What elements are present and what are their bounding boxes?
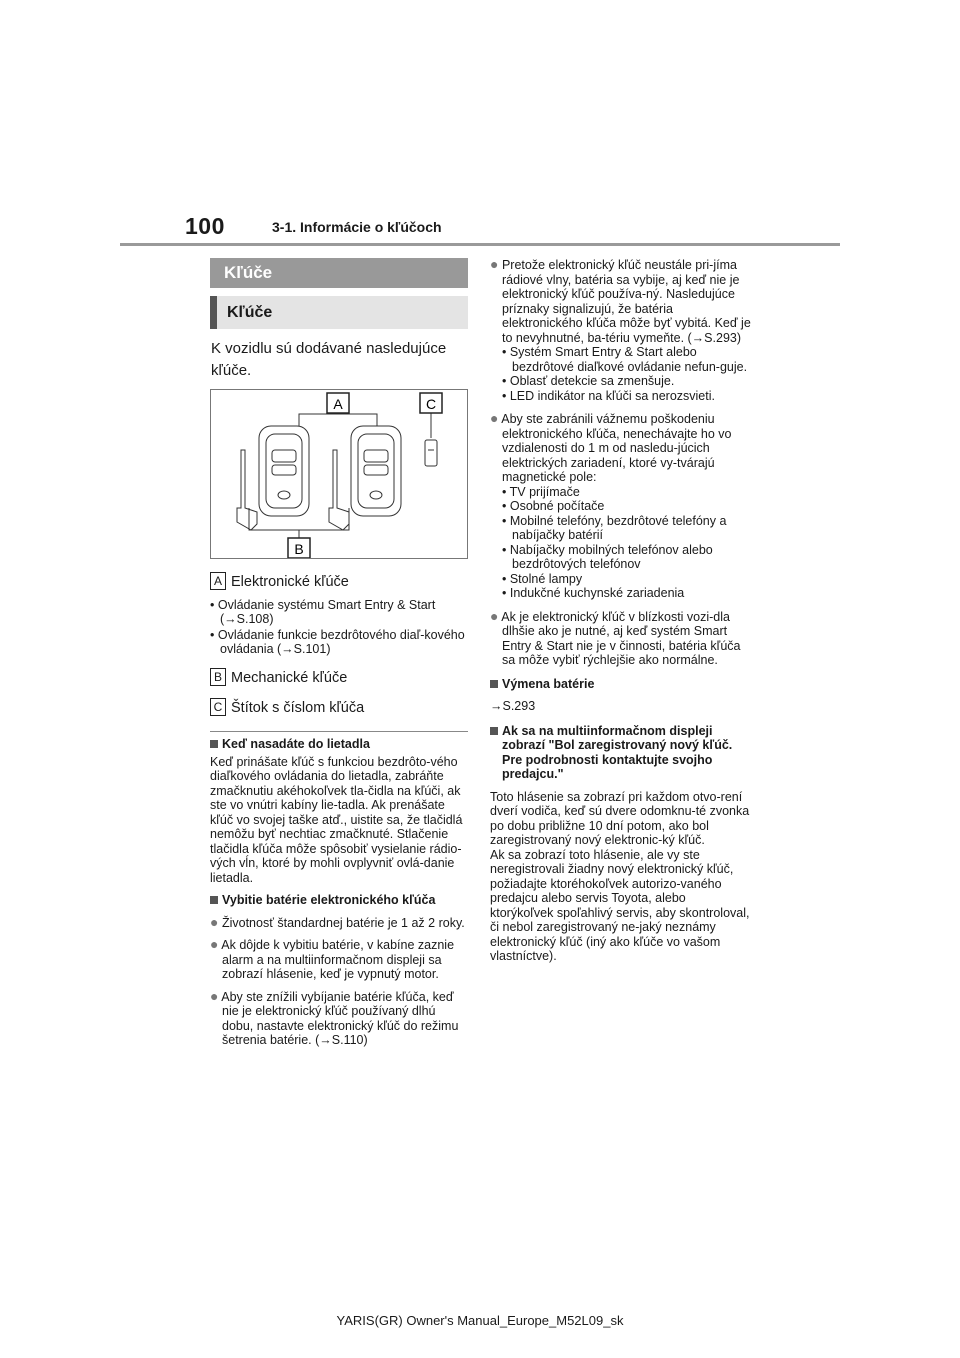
item-b-text: Mechanické kľúče	[231, 670, 348, 686]
label-b: B	[210, 668, 226, 686]
msg-text-1: Toto hlásenie sa zobrazí pri každom otvo-rení dverí vodiča, keď sú dvere odomknu-té zvonka po dobu približne 10 dní potom, ako bol zaregistrovaný nový elektronic-ký kľúč.	[490, 789, 750, 847]
note-smart-entry: • Ovládanie systému Smart Entry & Start (→S.108)	[210, 598, 436, 626]
device-1: • TV prijímače	[502, 484, 580, 499]
device-4: • Nabíjačky mobilných telefónov alebo bezdrôtových telefónov	[502, 542, 713, 571]
mechanical-key-left	[237, 450, 257, 530]
symptom-2: • Oblasť detekcie sa zmenšuje.	[502, 374, 675, 388]
right-bullet-2-sub	[490, 485, 752, 601]
label-a: A	[210, 572, 226, 590]
right-bullet-3: ● Ak je elektronický kľúč v blízkosti vozi-dla dlhšie ako je nutné, aj keď systém Smart Entry & Start nie je v činnosti, batéria kľúča sa môže vybiť rýchlejšie ako normálne.	[490, 607, 741, 667]
symptom-1: • Systém Smart Entry & Start alebo bezdrôtové diaľkové ovládanie nefun-guje.	[502, 345, 748, 374]
section-divider	[210, 731, 468, 732]
right-bullet-1: ● Pretože elektronický kľúč neustále pri-jíma rádiové vlny, batéria sa vybije, aj keď nie je elektronický kľúč používa-ný. Nasledujúce príznaky signalizujú, že batéria elektronického kľúča môže byť vybitá. Keď je to nevyhnutné, ba-tériu vymeňte. (→S.293)	[490, 256, 751, 345]
section-title: Kľúče	[210, 258, 468, 288]
symptom-3: • LED indikátor na kľúči sa nerozsvieti.	[502, 388, 715, 403]
item-electronic-keys	[210, 572, 349, 590]
battery-bullet-2: ● Ak dôjde k vybitiu batérie, v kabíne zaznie alarm a na multiinformačnom displeji sa zobrazí hlásenie, keď je vypnutý motor.	[210, 936, 455, 981]
msg-text-2: Ak sa zobrazí toto hlásenie, ale vy ste neregistrovali žiadny nový elektronický kľúč, požiadajte ktoréhokoľvek autorizo-vaného predajcu alebo servis Toyota, alebo ktorýkoľvek spoľahlivý servis, aby skontroloval, či nebol zaregistrovaný ne-jaký neznámy elektronický kľúč (iný ako kľúče vo vašom vlastníctve).	[490, 847, 750, 963]
flight-heading: Keď nasadáte do lietadla	[210, 737, 470, 752]
item-a-text: Elektronické kľúče	[231, 574, 349, 590]
keys-illustration	[211, 390, 467, 558]
header-rule	[120, 243, 840, 246]
figure-label-a: A	[333, 396, 343, 412]
item-mechanical-keys	[210, 668, 347, 686]
item-a-notes	[210, 598, 472, 656]
figure-label-c: C	[425, 396, 437, 412]
device-6: • Indukčné kuchynské zariadenia	[502, 586, 685, 600]
note-wireless-remote: • Ovládanie funkcie bezdrôtového diaľ-kového ovládania (→S.101)	[210, 628, 465, 656]
leader-a	[299, 414, 377, 426]
page-number: 100	[185, 213, 225, 239]
device-2: • Osobné počítače	[502, 499, 605, 513]
right-bullet-1-sub	[490, 345, 752, 403]
label-c: C	[210, 698, 226, 716]
battery-bullet-3: ● Aby ste znížili vybíjanie batérie kľúča, keď nie je elektronický kľúč používaný dlhú dobu, nastavte elektronický kľúč do režimu šetrenia batérie. (→S.110)	[210, 987, 459, 1047]
section-subtitle: Kľúče	[210, 296, 468, 329]
running-title: 3-1. Informácie o kľúčoch	[272, 219, 442, 235]
battery-heading: Vybitie batérie elektronického kľúča	[210, 893, 470, 908]
msg-heading: Ak sa na multiinformačnom displeji zobrazí "Bol zaregistrovaný nový kľúč. Pre podrobnosti kontaktujte svojho predajcu."	[490, 724, 752, 782]
keys-figure	[210, 389, 468, 559]
figure-label-b: B	[294, 541, 304, 557]
mechanical-key-right	[329, 450, 349, 530]
device-5: • Stolné lampy	[502, 571, 583, 586]
right-bullet-2: ● Aby ste zabránili vážnemu poškodeniu elektronického kľúča, nenechávajte ho vo vzdialenosti do 1 m od nasledu-júcich elektrických zariadení, ktoré vy-tvárajú magnetické pole:	[490, 410, 732, 484]
intro-text: K vozidlu sú dodávané nasledujúce kľúče.	[211, 340, 447, 379]
footer: YARIS(GR) Owner's Manual_Europe_M52L09_sk	[336, 1313, 624, 1328]
key-number-tag	[425, 440, 437, 466]
flight-text: Keď prinášate kľúč s funkciou bezdrôto-vého diaľkového ovládania do lietadla, zabráňte zmačknutiu akéhokoľvek tla-čidla na kľúči, ak ste vo vnútri kabíny lie-tadla. Ak prenášate kľúč vo svojej taške atď., uistite sa, že tlačidlá nemôžu byť nechtiac zmačknuté. Stlačenie tlačidla kľúča môže spôsobiť vysielanie rádio-vých vĺn, ktoré by mohli ovplyvniť ovlá-danie lietadla.	[210, 754, 463, 885]
replace-ref: →S.293	[490, 699, 536, 713]
item-c-text: Štítok s číslom kľúča	[231, 700, 365, 716]
replace-heading: Výmena batérie	[490, 677, 752, 692]
device-3: • Mobilné telefóny, bezdrôtové telefóny a nabíjačky batérií	[502, 513, 727, 542]
leader-b	[249, 508, 349, 530]
battery-bullet-1: ● Životnosť štandardnej batérie je 1 až 2 roky.	[210, 913, 465, 930]
left-notes	[210, 737, 470, 1048]
right-notes	[490, 257, 752, 964]
item-key-number-plate	[210, 698, 364, 716]
